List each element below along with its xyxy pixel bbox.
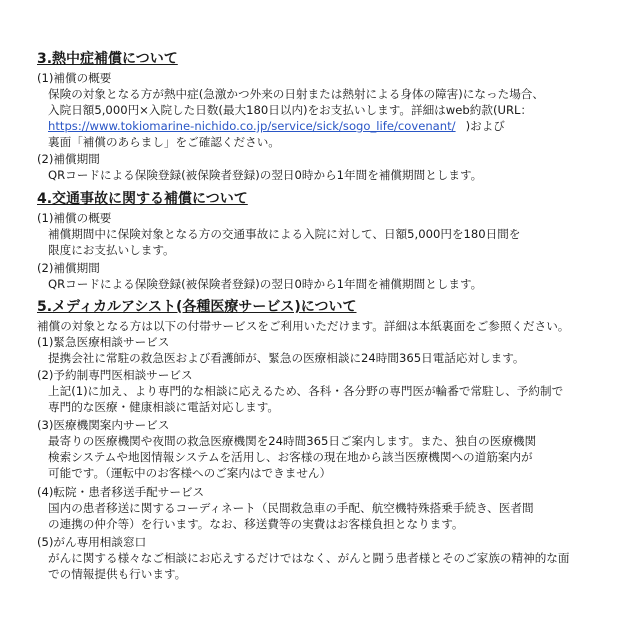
s4-overview-line-1: 補償期間中に保険対象となる方の交通事故による入院に対して、日額5,000円を180日間を bbox=[48, 227, 521, 241]
s5-item-3-heading: (3)医療機関案内サービス bbox=[37, 418, 170, 432]
s5-item-3-line-1: 最寄りの医療機関や夜間の救急医療機関を24時間365日ご案内します。また、独自の医療機関 bbox=[48, 434, 537, 448]
s3-overview-line-2: 入院日額5,000円×入院した日数(最大180日以内)をお支払いします。詳細はweb約款(URL： bbox=[48, 103, 533, 117]
s5-item-5-heading: (5)がん専用相談窓口 bbox=[37, 535, 147, 549]
s4-overview-heading: (1)補償の概要 bbox=[37, 211, 112, 225]
s5-item-2-line-1: 上記(1)に加え、より専門的な相談に応えるため、各科・各分野の専門医が輪番で常駐し、予約制で bbox=[48, 384, 564, 398]
s4-overview-line-2: 限度にお支払いします。 bbox=[48, 243, 175, 257]
s5-lead-text: 補償の対象となる方は以下の付帯サービスをご利用いただけます。詳細は本紙裏面をご参照ください。 bbox=[37, 319, 570, 333]
s3-overview-line-3 bbox=[48, 118, 505, 134]
s5-item-3-line-3: 可能です。（運転中のお客様へのご案内はできません） bbox=[48, 466, 332, 480]
s3-period-heading: (2)補償期間 bbox=[37, 152, 100, 166]
s5-item-1-line-1: 提携会社に常駐の救急医および看護師が、緊急の医療相談に24時間365日電話応対します。 bbox=[48, 351, 525, 365]
section-4-title: 4.交通事故に関する補償について bbox=[37, 191, 248, 207]
s5-item-2-heading: (2)予約制専門医相談サービス bbox=[37, 368, 193, 382]
s5-item-5-line-2: での情報提供も行います。 bbox=[48, 567, 187, 581]
s5-item-4-heading: (4)転院・患者移送手配サービス bbox=[37, 485, 205, 499]
s5-item-4-line-2: の連携の仲介等）を行います。なお、移送費等の実費はお客様負担となります。 bbox=[48, 517, 464, 531]
s5-item-1-heading: (1)緊急医療相談サービス bbox=[37, 335, 170, 349]
covenant-url-link[interactable]: https://www.tokiomarine-nichido.co.jp/service/sick/sogo_life/covenant/ bbox=[48, 119, 456, 133]
s4-period-heading: (2)補償期間 bbox=[37, 261, 100, 275]
s5-item-4-line-1: 国内の患者移送に関するコーディネート（民間救急車の手配、航空機特殊搭乗手続き、医者間 bbox=[48, 501, 534, 515]
s3-overview-line-4: 裏面「補償のあらまし」をご確認ください。 bbox=[48, 135, 280, 149]
s5-item-3-line-2: 検索システムや地図情報システムを活用し、お客様の現在地から該当医療機関への道筋案内が bbox=[48, 450, 533, 464]
section-5-title: 5.メディカルアシスト(各種医療サービス)について bbox=[37, 299, 357, 315]
s3-overview-line-1: 保険の対象となる方が熱中症(急激かつ外来の日射または熱射による身体の障害)になった場合、 bbox=[48, 87, 544, 101]
s5-item-5-line-1: がんに関する様々なご相談にお応えするだけではなく、がんと闘う患者様とそのご家族の精神的な面 bbox=[48, 551, 570, 565]
s4-period-line-1: QRコードによる保険登録(被保険者登録)の翌日0時から1年間を補償期間とします。 bbox=[48, 277, 483, 291]
s3-overview-heading: (1)補償の概要 bbox=[37, 71, 112, 85]
s5-item-2-line-2: 専門的な医療・健康相談に電話対応します。 bbox=[48, 400, 279, 414]
s3-period-line-1: QRコードによる保険登録(被保険者登録)の翌日0時から1年間を補償期間とします。 bbox=[48, 168, 483, 182]
s3-overview-line-3-tail: )および bbox=[465, 119, 505, 133]
section-3-title: 3.熱中症補償について bbox=[37, 51, 178, 67]
